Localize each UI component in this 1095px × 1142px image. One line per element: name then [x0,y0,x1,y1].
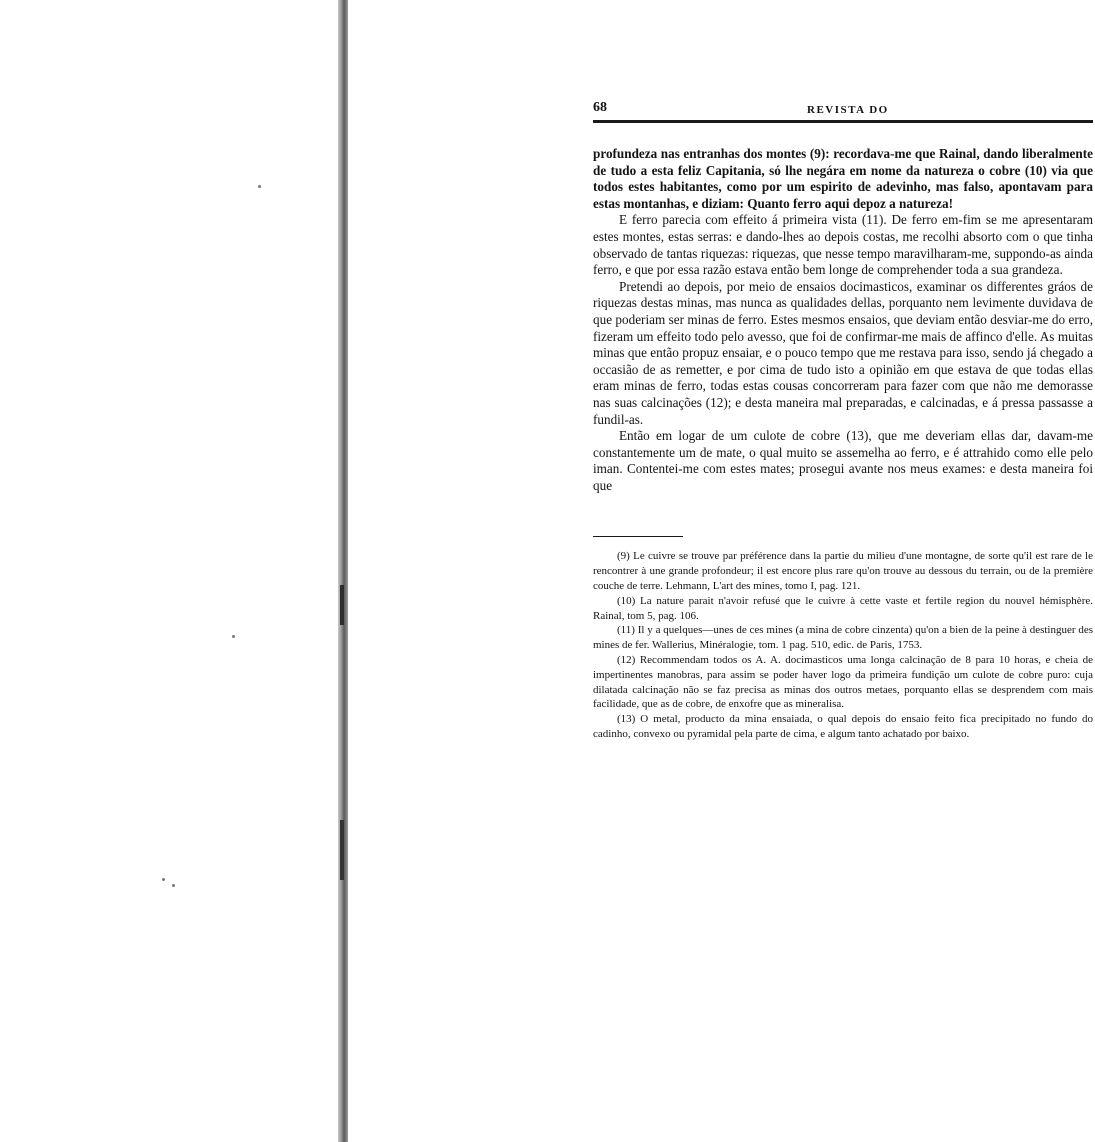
speck [172,884,175,887]
paragraph: Pretendi ao depois, por meio de ensaios docimasticos, examinar os differentes gráos de riquezas destas minas, mas nunca as qualidades dellas, porquanto nem levimente duvidava de que poderiam ser minas de ferro. Estes mesmos ensaios, que deviam então desviar-me do erro, fizeram um effeito todo pelo avesso, que foi de confirmar-me mais de affinco d'elle. As muitas minas que então propuz ensaiar, e o pouco tempo que me restava para isso, sendo já chegado a occasião de as remetter, e por cima de tudo isto a opinião em que estava de que todas ellas eram minas de ferro, todas estas cousas concorreram para fazer com que não me demorasse nas suas calcinações (12); e desta maneira mal preparadas, e calcinadas, e á pressa passasse a fundil-as. [593,278,1093,427]
book-page [593,98,1093,742]
paragraph: profundeza nas entranhas dos montes (9): recordava-me que Rainal, dando liberalmente de tudo a esta feliz Capitania, só lhe negára em nome da natureza o cobre (10) via que todos estes habitantes, como por um espirito de adevinho, mas falso, apontavam para estas montanhas, e diziam: Quanto ferro aqui depoz a natureza! [593,146,1093,211]
paragraph: E ferro parecia com effeito á primeira vista (11). De ferro em-fim se me apresentaram estes montes, estas serras: e dando-lhes ao depois costas, me recolhi absorto com o que tinha observado de tantas riquezas: riquezas, que nesse tempo maravilharam-me, suppondo-as ainda ferro, e que por essa razão estava então bem longe de comprehender toda a sua grandeza. [593,212,1093,278]
body-text [593,146,1093,494]
paragraph: Então em logar de um culote de cobre (13), que me deveriam ellas dar, davam-me constantemente um de mate, o qual muito se assemelha ao ferro, e é attrahido como elle pelo iman. Contentei-me com estes mates; prosegui avante nos meus exames: e desta maneira foi que [593,428,1093,493]
running-head: REVISTA DO [807,104,889,116]
footnote: (11) Il y a quelques—unes de ces mines (a mina de cobre cinzenta) qu'on a bien de la peine à destinguer des mines de fer. Wallerius, Minéralogie, tom. 1 pag. 510, edic. de Paris, 1753. [593,624,1093,652]
footnote-rule [593,536,683,537]
book-gutter-shadow [338,0,348,1142]
page-number: 68 [593,100,607,115]
speck [232,635,235,638]
footnote: (9) Le cuivre se trouve par préférence dans la partie du milieu d'une montagne, de sorte qu'il est rare de le rencontrer à une grande profondeur; il est encore plus rare qu'on trouve au dessous du terrain, ou de la première couche de terre. Lehmann, L'art des mines, tomo I, pag. 121. [593,550,1093,593]
footnotes [593,549,1093,741]
page-header [593,98,1093,123]
speck [162,878,165,881]
footnote: (10) La nature parait n'avoir refusé que le cuivre à cette vaste et fertile region du nouvel hémisphère. Rainal, tom 5, pag. 106. [593,594,1093,622]
footnote: (12) Recommendam todos os A. A. docimasticos uma longa calcinação de 8 para 10 horas, e cheia de impertinentes manobras, para assim se poder haver logo da primeira fundição um culote de cobre puro: cuja dilatada calcinação não se faz precisa as minas dos outros metaes, porquanto ellas se desprendem com mais facilidade, que as de cobre, de enxofre que as mineralisa. [593,654,1093,711]
speck [258,185,261,188]
footnote: (13) O metal, producto da mina ensaiada, o qual depois do ensaio feito fica precipitado no fundo do cadinho, convexo ou pyramidal pela parte de cima, e algum tanto achatado por baixo. [593,713,1093,741]
